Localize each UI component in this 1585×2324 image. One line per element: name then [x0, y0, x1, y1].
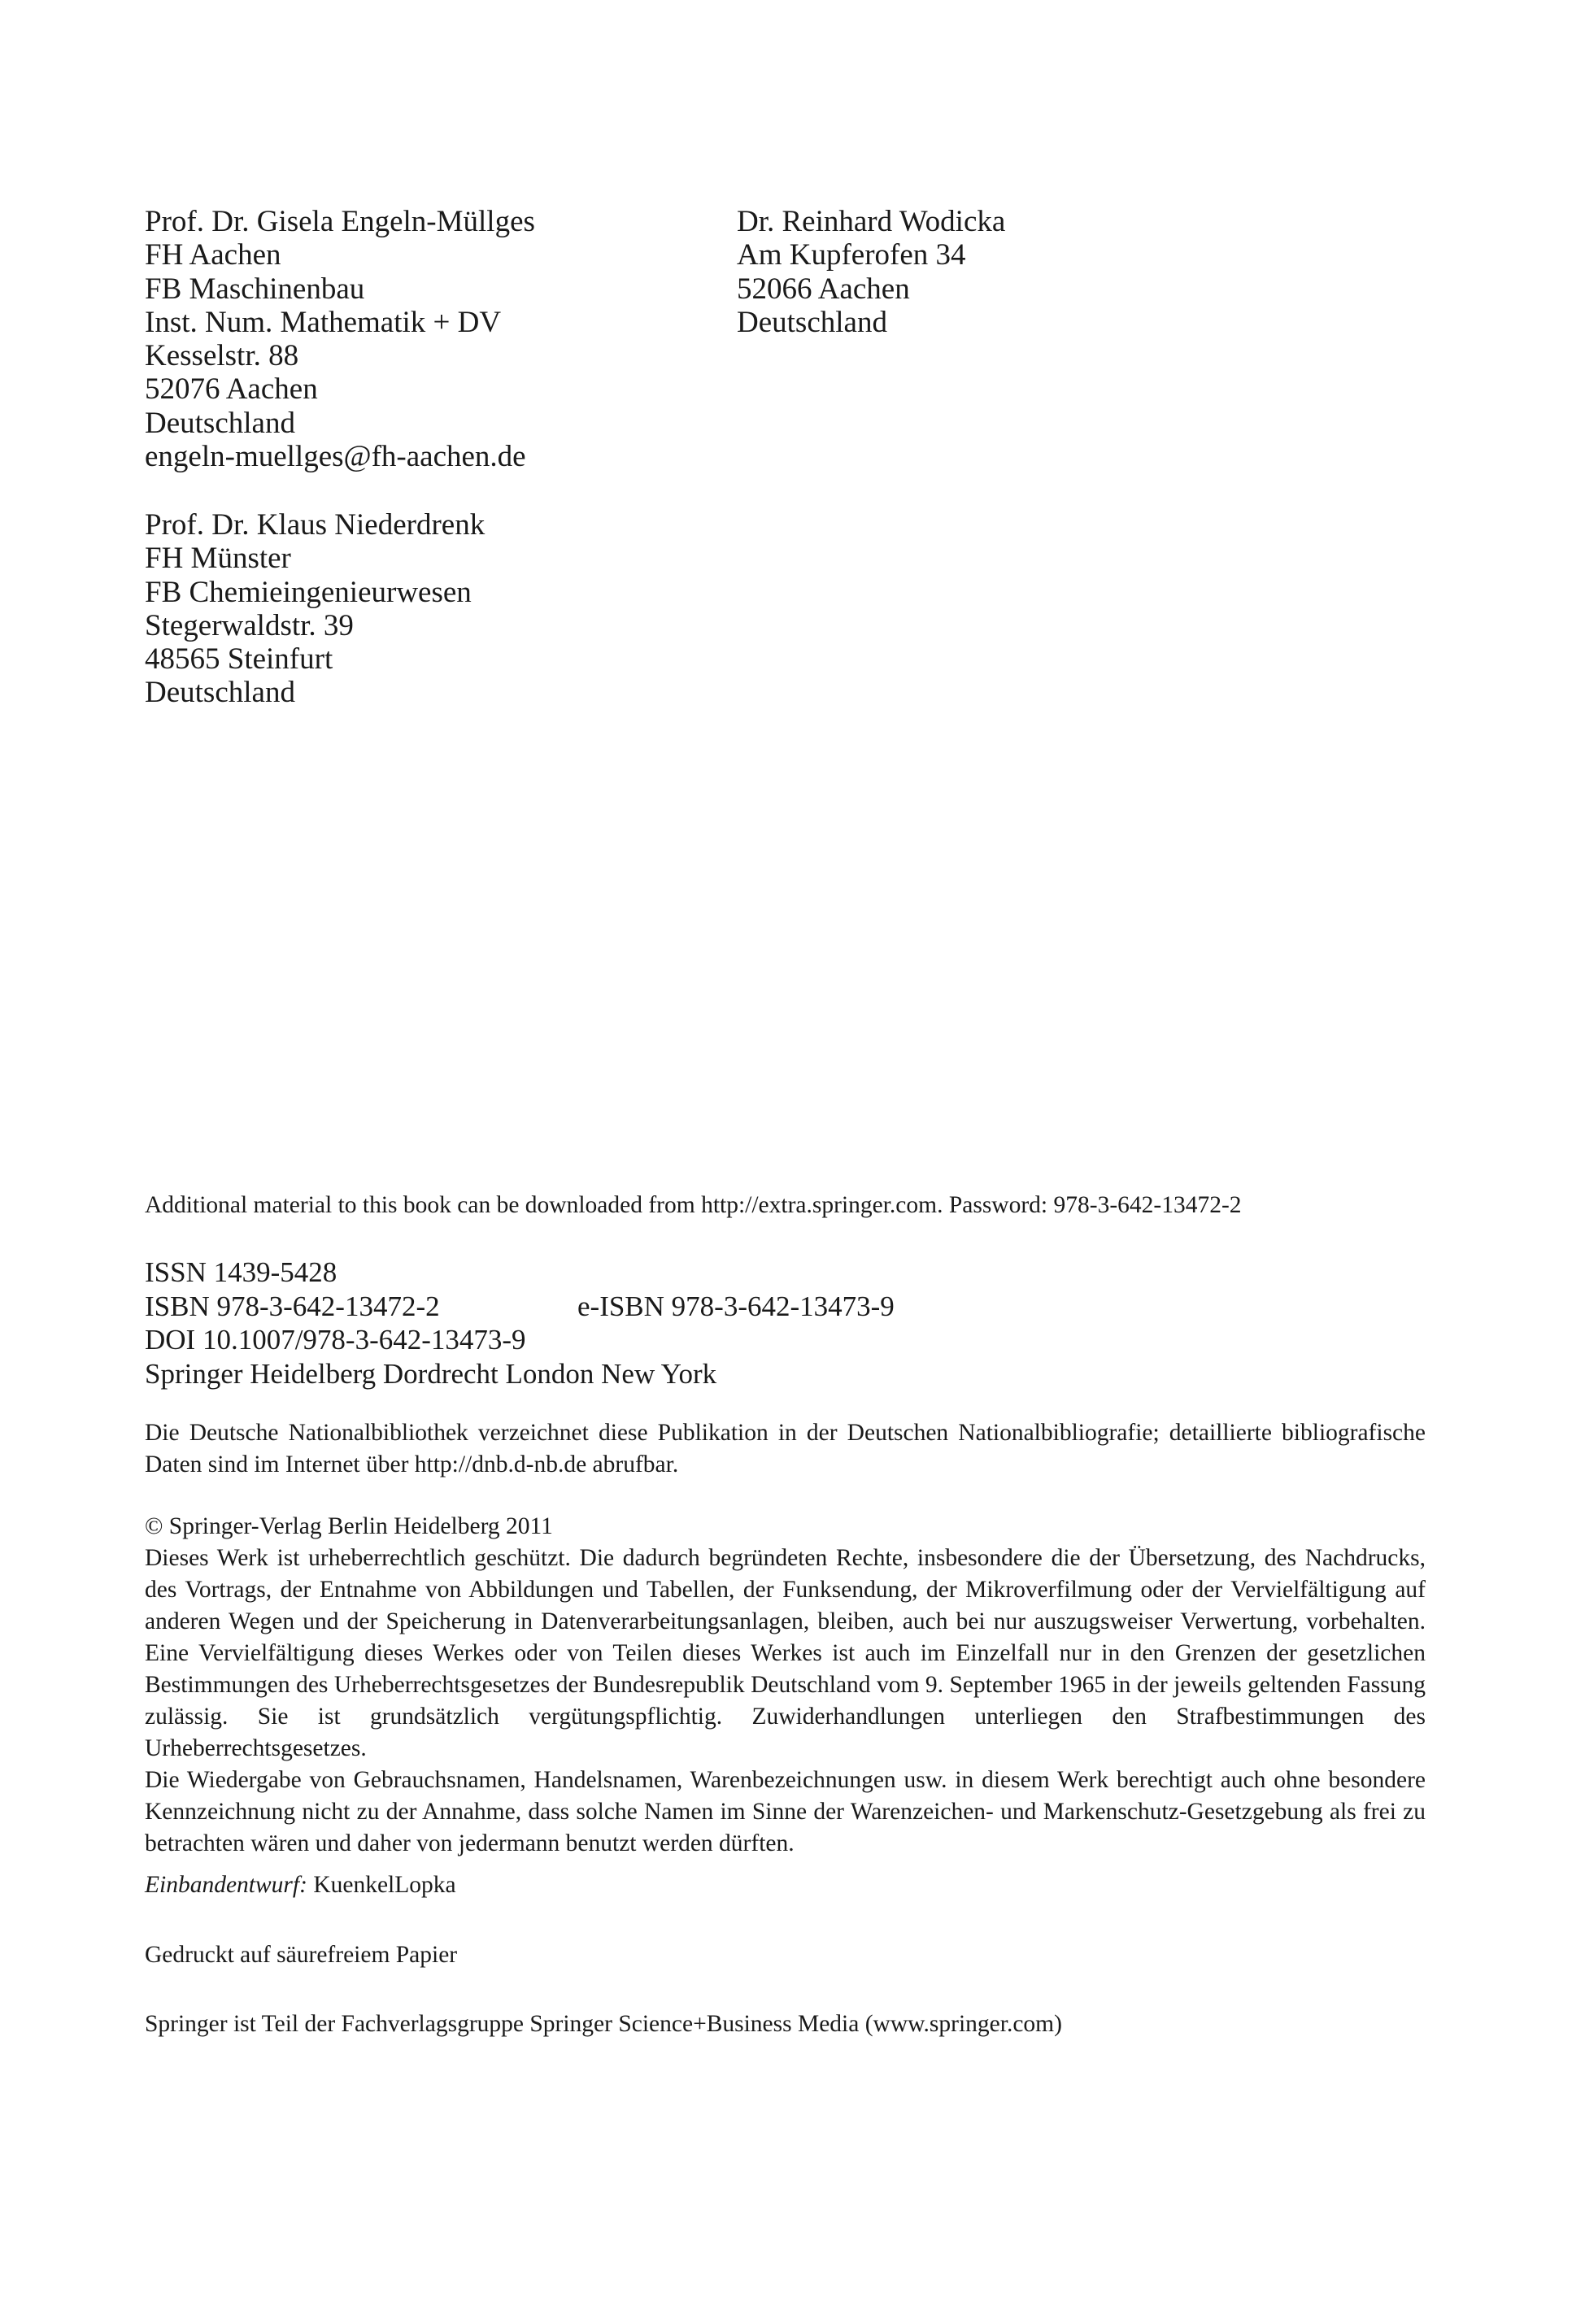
address-line: Deutschland — [145, 676, 295, 710]
isbn-row — [145, 1290, 1426, 1324]
dnb-notice: Die Deutsche Nationalbibliothek verzeichnet diese Publikation in der Deutschen Nationalbibliografie; detaillierte bibliografische Daten sind im Internet über http://dnb.d-nb.de abrufbar. — [145, 1420, 1426, 1478]
address-line: Deutschland — [737, 305, 887, 339]
author-name: Prof. Dr. Klaus Niederdrenk — [145, 508, 486, 542]
isbn: ISBN 978-3-642-13472-2 — [145, 1290, 440, 1322]
author-address-niederdrenk — [145, 508, 485, 710]
copyright-line: © Springer-Verlag Berlin Heidelberg 2011 — [145, 1513, 553, 1539]
author-address-wodicka — [737, 205, 1005, 339]
springer-group-note: Springer ist Teil der Fachverlagsgruppe Springer Science+Business Media (www.springer.com) — [145, 2011, 1062, 2037]
trademark-paragraph: Die Wiedergabe von Gebrauchsnamen, Handelsnamen, Warenbezeichnungen usw. in diesem Werk berechtigt auch ohne besondere Kennzeichnung nicht zu der Annahme, dass solche Namen im Sinne der Warenzeichen- und Markenschutz-Gesetzgebung als frei zu betrachten wären und daher von jedermann benutzt werden dürften. — [145, 1767, 1426, 1856]
cover-design-credit — [145, 1869, 1426, 1901]
issn: ISSN 1439-5428 — [145, 1256, 337, 1288]
address-line: Deutschland — [145, 406, 295, 440]
publisher-cities: Springer Heidelberg Dordrecht London New York — [145, 1357, 717, 1390]
book-identifiers — [145, 1256, 1426, 1390]
author-name: Dr. Reinhard Wodicka — [737, 205, 1006, 238]
address-line: FH Münster — [145, 542, 291, 576]
author-name: Prof. Dr. Gisela Engeln-Müllges — [145, 205, 535, 238]
author-email: engeln-muellges@fh-aachen.de — [145, 440, 526, 474]
address-line: FB Chemieingenieurwesen — [145, 575, 472, 609]
copyright-paragraph: Dieses Werk ist urheberrechtlich geschützt. Die dadurch begründeten Rechte, insbesondere die der Übersetzung, des Nachdrucks, des Vortrags, der Entnahme von Abbildungen und Tabellen, der Funksendung, der Mikroverfilmung oder der Vervielfältigung auf anderen Wegen und der Speicherung in Datenverarbeitungsanlagen, bleiben, auch bei nur auszugsweiser Verwertung, vorbehalten. Eine Vervielfältigung dieses Werkes oder von Teilen dieses Werkes ist auch im Einzelfall nur in den Grenzen der gesetzlichen Bestimmungen des Urheberrechtsgesetzes der Bundesrepublik Deutschland vom 9. September 1965 in der jeweils geltenden Fassung zulässig. Sie ist grundsätzlich vergütungspflichtig. Zuwiderhandlungen unterliegen den Strafbestimmungen des Urheberrechtsgesetzes. — [145, 1545, 1426, 1761]
author-address-engeln-muellges — [145, 205, 535, 473]
address-line: 52076 Aachen — [145, 372, 318, 407]
address-line: Stegerwaldstr. 39 — [145, 608, 354, 642]
additional-material-note: Additional material to this book can be downloaded from http://extra.springer.com. Password: 978-3-642-13472-2 — [145, 1192, 1242, 1218]
address-line: FB Maschinenbau — [145, 272, 365, 306]
address-line: Inst. Num. Mathematik + DV — [145, 305, 502, 339]
doi: DOI 10.1007/978-3-642-13473-9 — [145, 1324, 526, 1356]
address-line: FH Aachen — [145, 238, 281, 272]
cover-design-label: Einbandentwurf: — [145, 1872, 307, 1898]
e-isbn: e-ISBN 978-3-642-13473-9 — [577, 1290, 895, 1322]
address-line: 48565 Steinfurt — [145, 642, 333, 677]
address-line: Kesselstr. 88 — [145, 339, 299, 373]
cover-design-value: KuenkelLopka — [313, 1872, 456, 1898]
address-line: Am Kupferofen 34 — [737, 238, 966, 272]
paper-note: Gedruckt auf säurefreiem Papier — [145, 1942, 458, 1968]
address-line: 52066 Aachen — [737, 272, 910, 306]
copyright-notice — [145, 1511, 1426, 1860]
